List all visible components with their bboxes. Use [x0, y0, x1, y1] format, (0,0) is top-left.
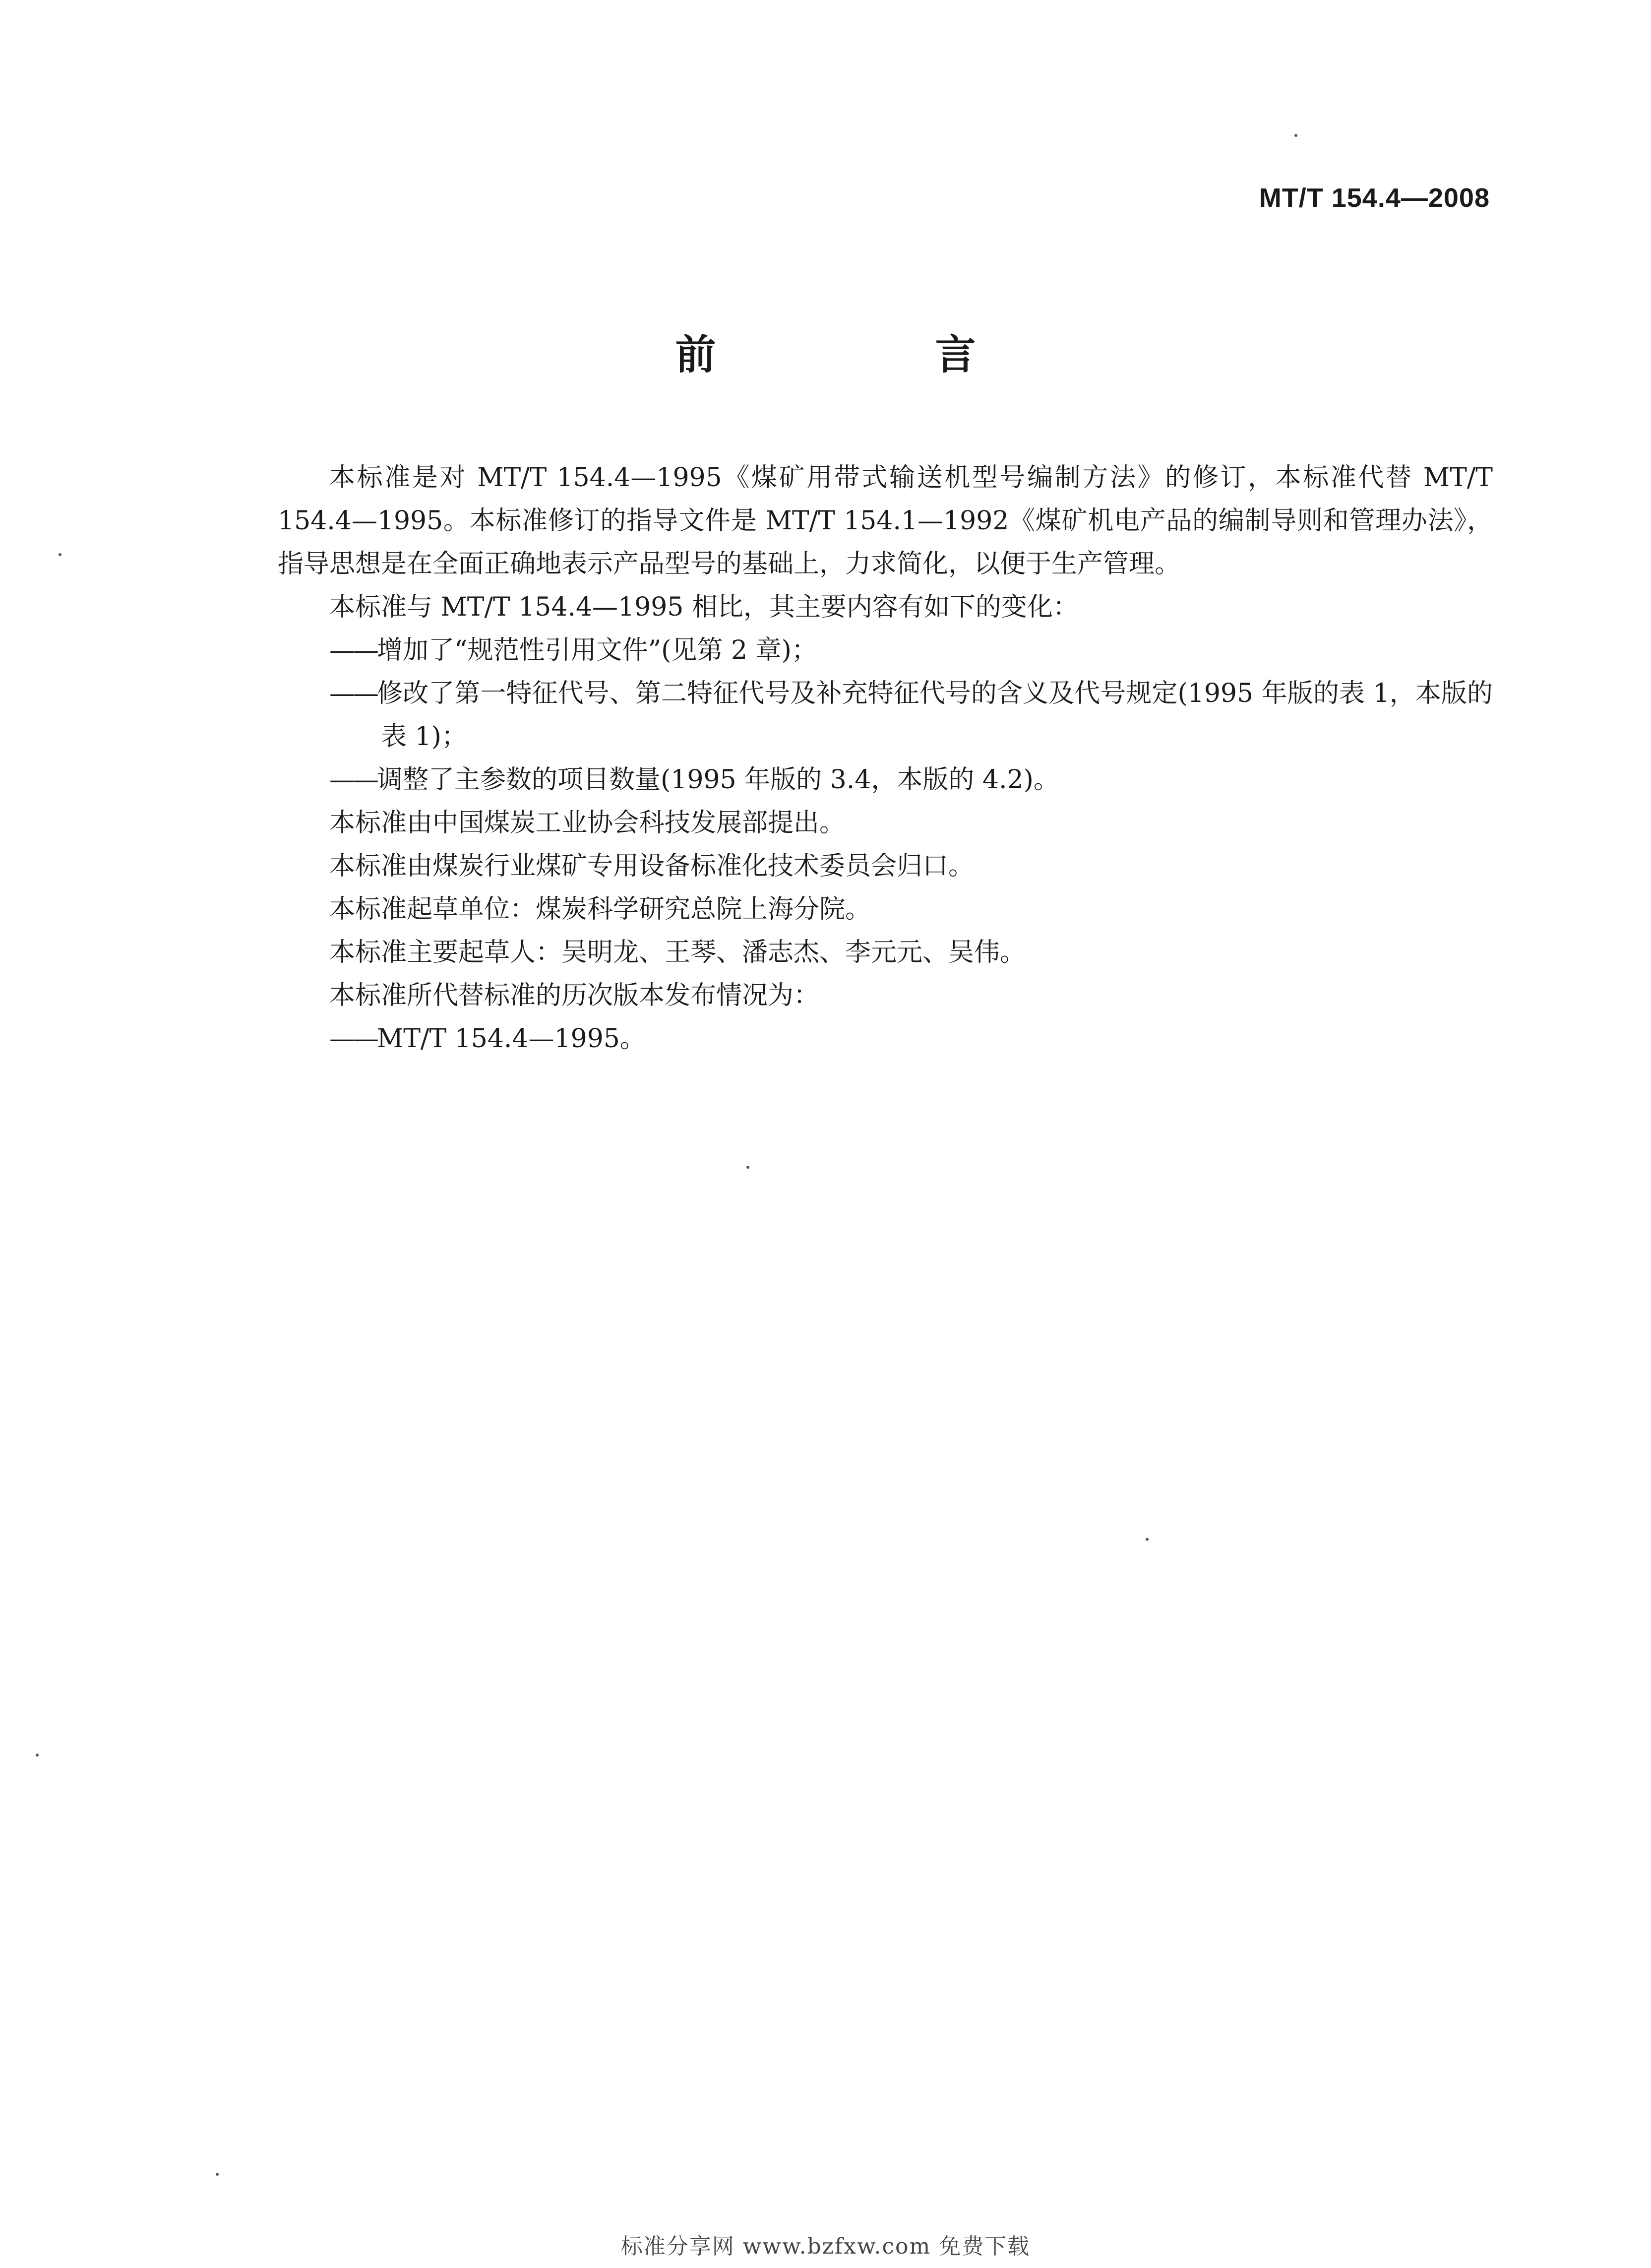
list-item-change-1 [278, 629, 1493, 672]
list-item-history-1 [278, 1017, 1493, 1061]
scan-speck [1294, 134, 1297, 137]
dash-marker: —— [329, 635, 377, 665]
list-item-change-2 [278, 672, 1493, 758]
footer-watermark: 标准分享网 www.bzfxw.com 免费下载 [620, 2234, 1031, 2259]
page-title: 前 言 [675, 331, 1065, 378]
dash-marker: —— [329, 679, 377, 708]
dash-marker: —— [329, 1024, 377, 1054]
scan-speck [746, 1166, 749, 1169]
dash-marker: —— [329, 765, 377, 795]
list-item-text: 修改了第一特征代号、第二特征代号及补充特征代号的含义及代号规定(1995 年版的表 1，本版的表 1)； [377, 679, 1493, 752]
paragraph-drafting-unit: 本标准起草单位：煤炭科学研究总院上海分院。 [329, 894, 871, 924]
paragraph-committee: 本标准由煤炭行业煤矿专用设备标准化技术委员会归口。 [329, 851, 975, 881]
scan-speck [36, 1754, 39, 1757]
paragraph-changes-intro: 本标准与 MT/T 154.4—1995 相比，其主要内容有如下的变化： [329, 592, 1079, 622]
standard-code: MT/T 154.4—2008 [1259, 183, 1490, 213]
list-item-text: 调整了主参数的项目数量(1995 年版的 3.4，本版的 4.2)。 [377, 765, 1059, 795]
list-item-text: MT/T 154.4—1995。 [377, 1024, 646, 1054]
paragraph-revision-summary: 本标准是对 MT/T 154.4—1995《煤矿用带式输送机型号编制方法》的修订，本标准代替 MT/T 154.4—1995。本标准修订的指导文件是 MT/T 154.1—1992《煤矿机电产品的编制导则和管理办法》，指导思想是在全面正确地表示产品型号的基础上，力求简化，以便于生产管理。 [278, 463, 1493, 579]
list-item-change-3 [278, 758, 1493, 802]
foreword-body [278, 456, 1493, 1061]
paragraph-proposer: 本标准由中国煤炭工业协会科技发展部提出。 [329, 808, 846, 838]
list-item-text: 增加了“规范性引用文件”(见第 2 章)； [377, 635, 817, 665]
paragraph-history-intro: 本标准所代替标准的历次版本发布情况为： [329, 981, 820, 1010]
scan-speck [59, 553, 61, 556]
scan-speck [216, 2173, 219, 2176]
paragraph-drafters: 本标准主要起草人：吴明龙、王琴、潘志杰、李元元、吴伟。 [329, 938, 1026, 967]
scan-speck [1146, 1538, 1149, 1541]
